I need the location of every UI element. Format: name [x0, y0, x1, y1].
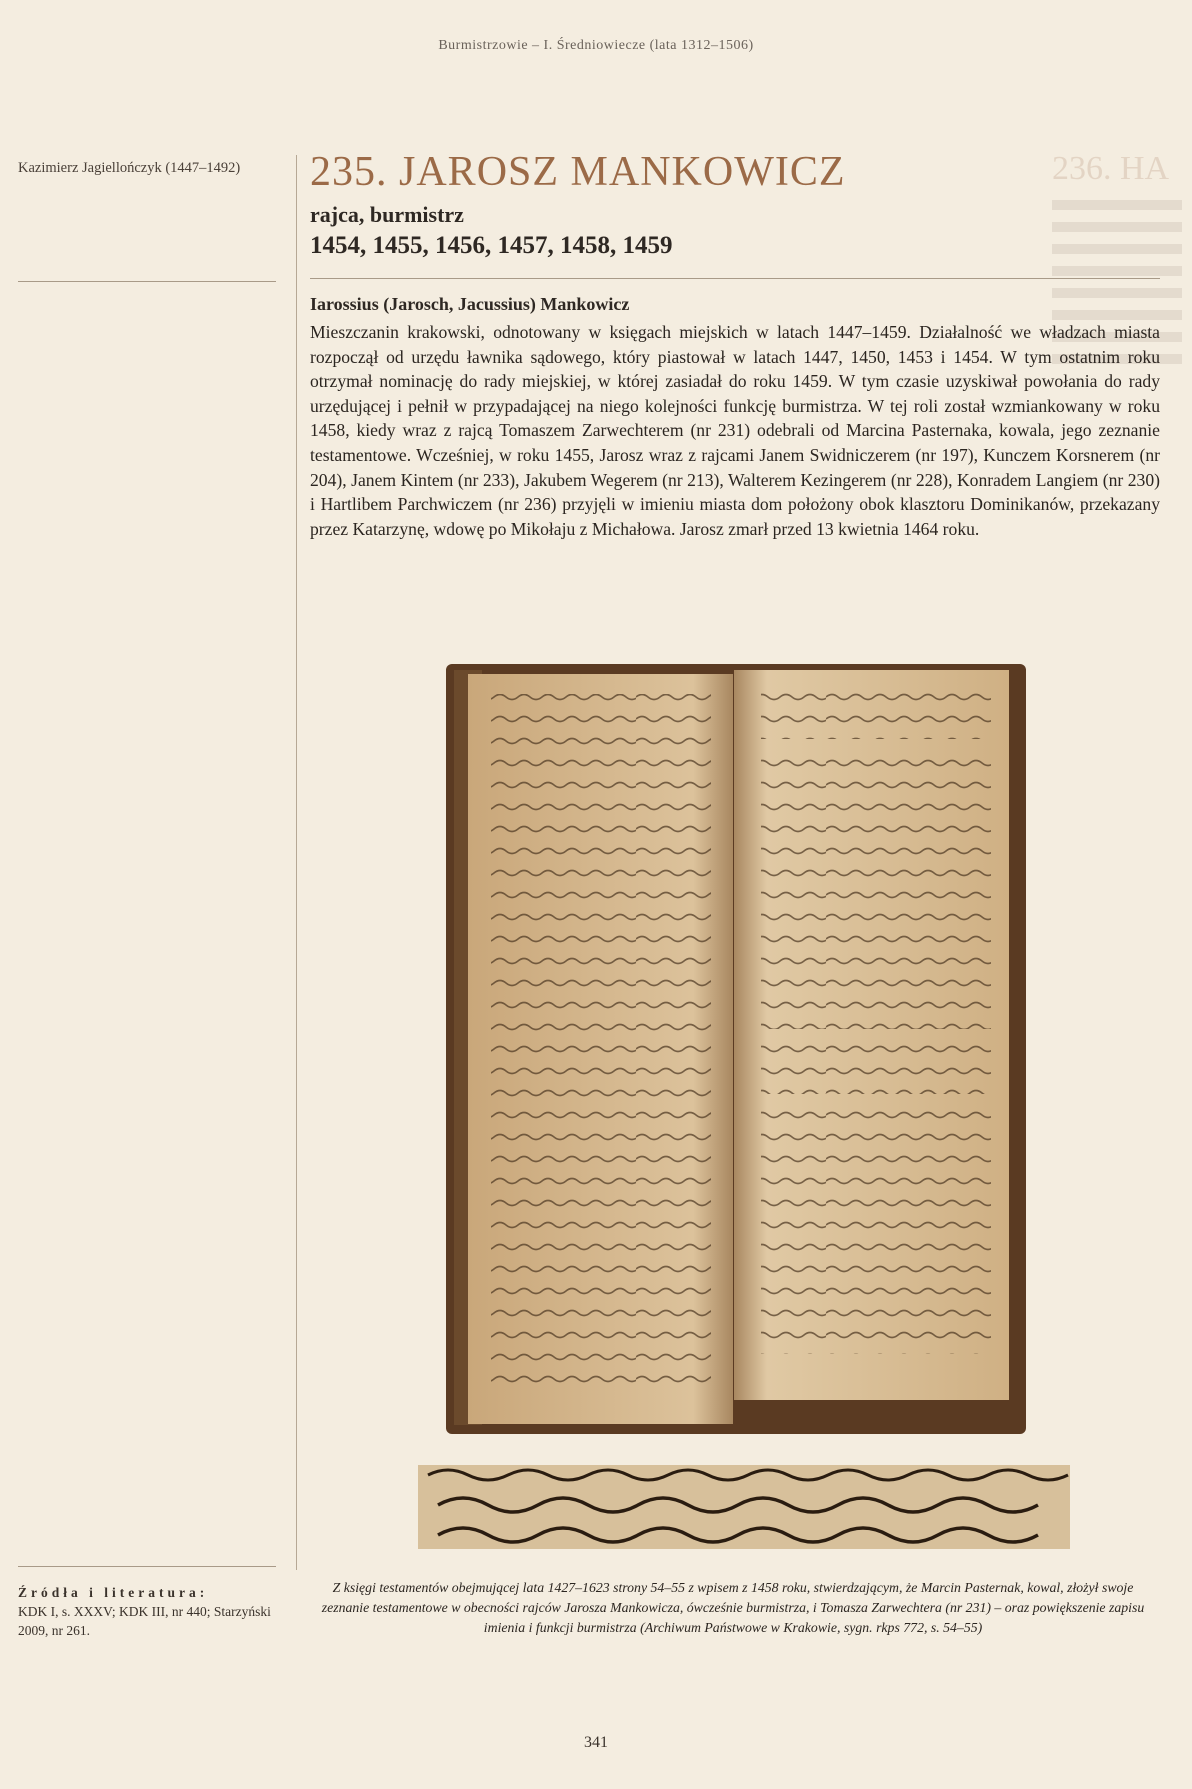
sidebar-divider-bottom: [18, 1566, 276, 1567]
bleed-through-text: 236. HA: [1052, 150, 1192, 490]
sidebar-divider-top: [18, 281, 276, 282]
entry-role: rajca, burmistrz: [310, 202, 464, 227]
sources-text: KDK I, s. XXXV; KDK III, nr 440; Starzyński 2009, nr 261.: [18, 1604, 271, 1638]
figure-caption: Z księgi testamentów obejmującej lata 1427–1623 strony 54–55 z wpisem z 1458 roku, stwierdzającym, że Marcin Pasternak, kowal, złożył swoje zeznanie testamentowe w obecności rajców Jarosza Mankowicza, ówcześnie burmistrza, i Tomasza Zarwechtera (nr 231) – oraz powiększenie zapisu imienia i funkcji burmistrza (Archiwum Państwowe w Krakowie, sygn. rkps 772, s. 54–55): [321, 1580, 1145, 1635]
entry-name-variants: Iarossius (Jarosch, Jacussius) Mankowicz: [310, 294, 630, 314]
manuscript-photo: [446, 664, 1026, 1434]
sources-title: Źródła i literatura:: [18, 1585, 209, 1600]
manuscript-detail: [418, 1465, 1070, 1549]
page-number: 341: [584, 1734, 608, 1751]
column-divider: [296, 155, 297, 1570]
sources-block: [18, 1583, 276, 1640]
running-head: Burmistrzowie – I. Średniowiecze (lata 1312–1506): [438, 38, 754, 53]
entry-body: Mieszczanin krakowski, odnotowany w księgach miejskich w latach 1447–1459. Działalność we władzach miasta rozpoczął od urzędu ławnika sądowego, który piastował w latach 1447, 1450, 1453 i 1454. W tym ostatnim roku otrzymał nominację do rady miejskiej, w której zasiadał do roku 1459. W tym czasie uzyskiwał powołania do rady urzędującej i pełnił w przypadającej na niego kolejności funkcję burmistrza. W tej roli został wzmiankowany w roku 1458, kiedy wraz z rajcą Tomaszem Zarwechterem (nr 231) odebrali od Marcina Pasternaka, kowala, jego zeznanie testamentowe. Wcześniej, w roku 1455, Jarosz wraz z rajcami Janem Swidniczerem (nr 197), Kunczem Korsnerem (nr 204), Janem Kintem (nr 233), Jakubem Wegerem (nr 213), Walterem Kezingerem (nr 228), Konradem Langiem (nr 230) i Hartlibem Parchwiczem (nr 236) przyjęli w imieniu miasta dom położony obok klasztoru Dominikanów, przekazany przez Katarzynę, wdowę po Mikołaju z Michałowa. Jarosz zmarł przed 13 kwietnia 1464 roku.: [310, 322, 1160, 539]
title-divider: [310, 278, 1160, 279]
entry-title: 235. JAROSZ MANKOWICZ: [310, 149, 846, 195]
sidebar-reign: Kazimierz Jagiellończyk (1447–1492): [18, 160, 241, 176]
entry-years: 1454, 1455, 1456, 1457, 1458, 1459: [310, 232, 673, 259]
